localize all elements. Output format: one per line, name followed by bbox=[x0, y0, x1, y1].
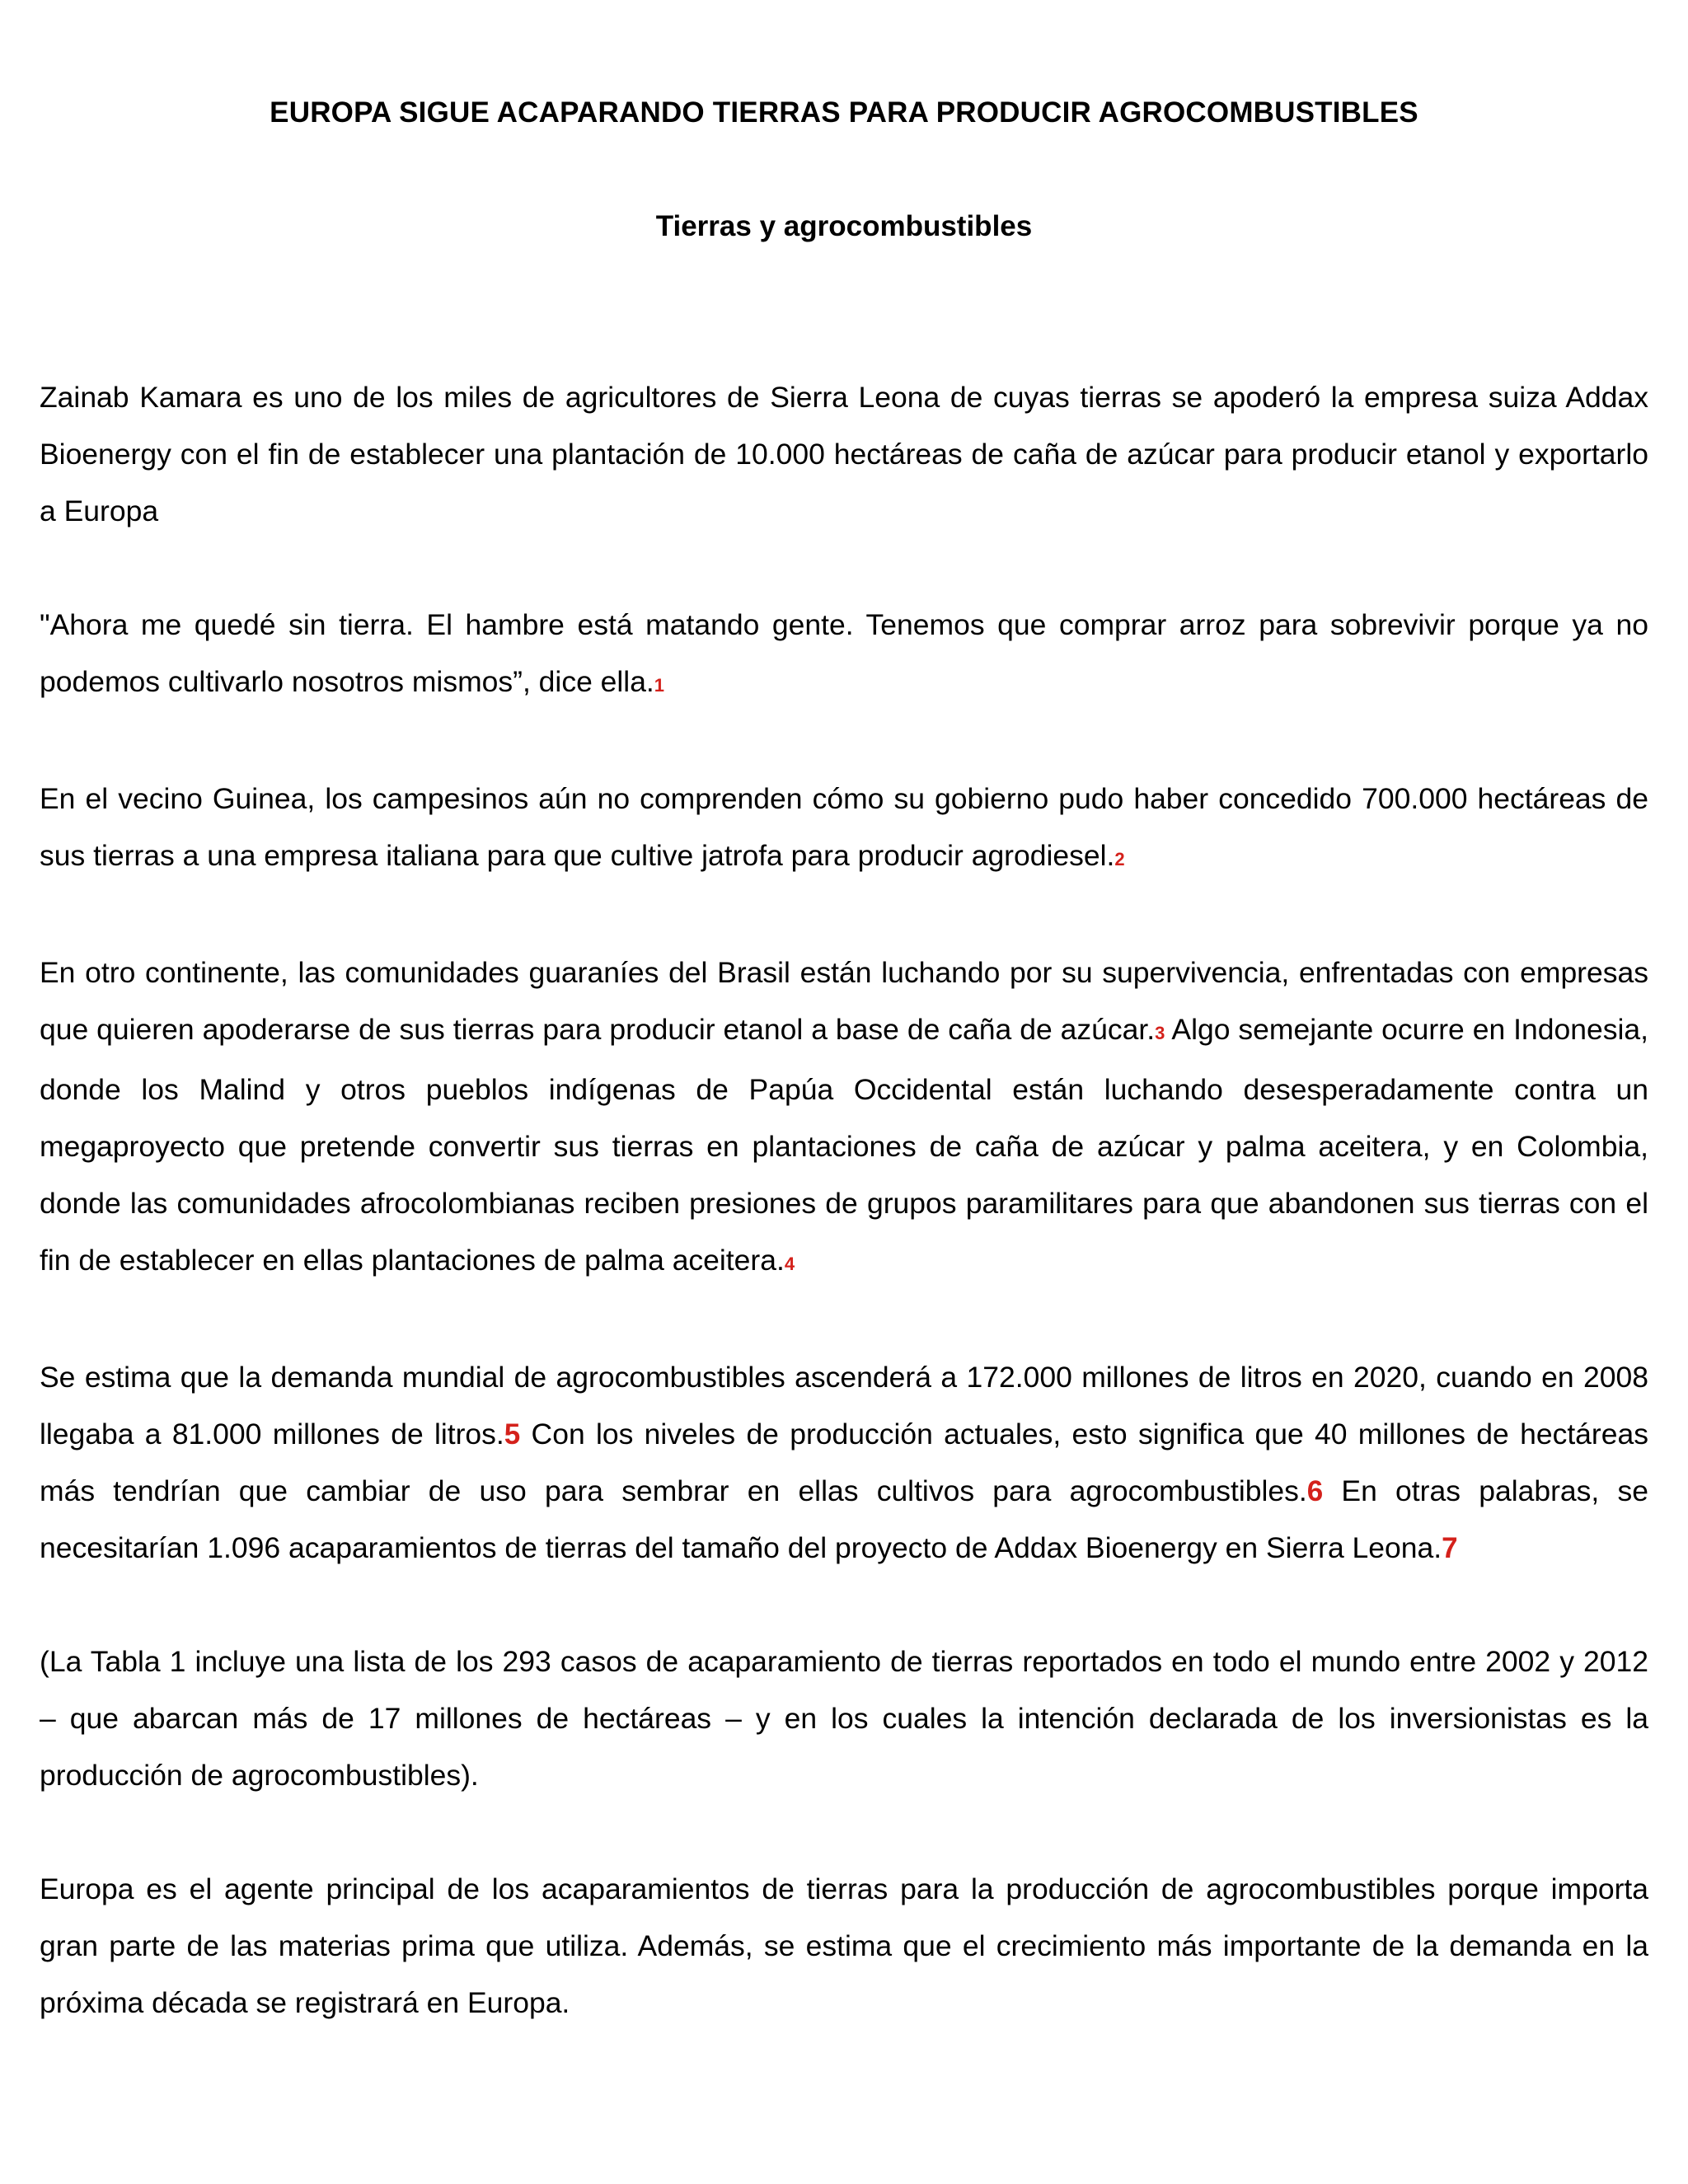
paragraph-text: Europa es el agente principal de los acaparamientos de tierras para la producción de agrocombustibles porque importa gran parte de las materias prima que utiliza. Además, se estima que el crecimiento más importante de la demanda en la próxima década se registrará en Europa. bbox=[40, 1872, 1648, 2019]
footnote-ref-5[interactable]: 5 bbox=[504, 1418, 521, 1451]
paragraph-4 bbox=[40, 944, 1648, 1292]
footnote-ref-2[interactable]: 2 bbox=[1114, 849, 1125, 869]
paragraph-text: (La Tabla 1 incluye una lista de los 293 casos de acaparamiento de tierras reportados en todo el mundo entre 2002 y 2012 – que abarcan más de 17 millones de hectáreas – y en los cuales la intención declarada de los inversionistas es la producción de agrocombustibles). bbox=[40, 1645, 1648, 1792]
paragraph-text: En el vecino Guinea, los campesinos aún no comprenden cómo su gobierno pudo haber concedido 700.000 hectáreas de sus tierras a una empresa italiana para que cultive jatrofa para producir agrodiesel. bbox=[40, 782, 1648, 872]
document-body bbox=[40, 369, 1648, 2088]
paragraph-3 bbox=[40, 771, 1648, 888]
paragraph-1 bbox=[40, 369, 1648, 540]
footnote-ref-1[interactable]: 1 bbox=[654, 675, 665, 696]
footnote-ref-6[interactable]: 6 bbox=[1306, 1475, 1324, 1507]
paragraph-text: Zainab Kamara es uno de los miles de agricultores de Sierra Leona de cuyas tierras se apoderó la empresa suiza Addax Bioenergy con el fin de establecer una plantación de 10.000 hectáreas de caña de azúcar para producir etanol y exportarlo a Europa bbox=[40, 381, 1648, 527]
paragraph-6 bbox=[40, 1633, 1648, 1804]
document-title: EUROPA SIGUE ACAPARANDO TIERRAS PARA PRODUCIR AGROCOMBUSTIBLES bbox=[270, 96, 1418, 129]
paragraph-5 bbox=[40, 1349, 1648, 1577]
paragraph-text: Algo semejante ocurre en Indonesia, donde los Malind y otros pueblos indígenas de Papúa Occidental están luchando desesperadamente contra un megaproyecto que pretende convertir sus tierras en plantaciones de caña de azúcar y palma aceitera, y en Colombia, donde las comunidades afrocolombianas reciben presiones de grupos paramilitares para que abandonen sus tierras con el fin de establecer en ellas plantaciones de palma aceitera. bbox=[40, 1013, 1648, 1277]
paragraph-text: En otro continente, las comunidades guaraníes del Brasil están luchando por su supervivencia, enfrentadas con empresas que quieren apoderarse de sus tierras para producir etanol a base de caña de azúcar. bbox=[40, 956, 1648, 1046]
document-subtitle: Tierras y agrocombustibles bbox=[655, 210, 1033, 242]
footnote-ref-4[interactable]: 4 bbox=[784, 1254, 795, 1274]
paragraph-text: En otras palabras, se necesitarían 1.096 acaparamientos de tierras del tamaño del proyecto de Addax Bioenergy en Sierra Leona. bbox=[40, 1474, 1648, 1564]
paragraph-text: "Ahora me quedé sin tierra. El hambre está matando gente. Tenemos que comprar arroz para sobrevivir porque ya no podemos cultivarlo nosotros mismos”, dice ella. bbox=[40, 608, 1648, 698]
footnote-ref-7[interactable]: 7 bbox=[1442, 1532, 1458, 1564]
document-page bbox=[40, 0, 1648, 2184]
footnote-ref-3[interactable]: 3 bbox=[1155, 1023, 1165, 1043]
paragraph-2 bbox=[40, 597, 1648, 714]
paragraph-text: Se estima que la demanda mundial de agrocombustibles ascenderá a 172.000 millones de litros en 2020, cuando en 2008 llegaba a 81.000 millones de litros. bbox=[40, 1361, 1648, 1451]
paragraph-text: Con los niveles de producción actuales, esto significa que 40 millones de hectáreas más tendrían que cambiar de uso para sembrar en ellas cultivos para agrocombustibles. bbox=[40, 1418, 1648, 1507]
paragraph-7 bbox=[40, 1861, 1648, 2032]
